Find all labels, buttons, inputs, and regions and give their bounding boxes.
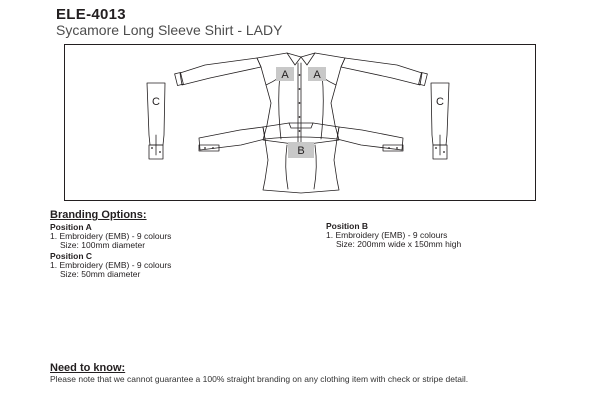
need-to-know-text: Please note that we cannot guarantee a 100% straight branding on any clothing item with check or stripe detail.	[50, 374, 469, 384]
position-c-size: Size: 50mm diameter	[60, 269, 141, 279]
position-a-label-right: A	[313, 69, 321, 81]
position-b-method: 1. Embroidery (EMB) - 9 colours	[326, 230, 448, 240]
position-b-size: Size: 200mm wide x 150mm high	[336, 239, 462, 249]
position-a-label-left: A	[281, 69, 289, 81]
left-sleeve-detail	[147, 83, 165, 159]
position-b-block	[326, 222, 461, 249]
position-c-method: 1. Embroidery (EMB) - 9 colours	[50, 260, 172, 270]
position-c-title: Position C	[50, 251, 93, 261]
shirt-front-view	[175, 53, 428, 145]
position-b-label: B	[297, 145, 305, 157]
garment-diagram	[64, 44, 536, 201]
position-a-size: Size: 100mm diameter	[60, 240, 146, 250]
branding-options-heading: Branding Options:	[50, 209, 147, 221]
position-a-method: 1. Embroidery (EMB) - 9 colours	[50, 231, 172, 241]
position-c-label-right: C	[436, 96, 444, 108]
right-sleeve-detail	[431, 83, 449, 159]
shirt-drawing	[65, 45, 537, 202]
position-b-title: Position B	[326, 221, 369, 231]
position-a-title: Position A	[50, 222, 92, 232]
position-c-label-left: C	[152, 96, 160, 108]
position-a-block	[50, 223, 171, 250]
need-to-know-heading: Need to know:	[50, 362, 126, 374]
product-title: Sycamore Long Sleeve Shirt - LADY	[56, 22, 283, 38]
product-code: ELE-4013	[56, 6, 126, 23]
position-c-block	[50, 252, 171, 279]
